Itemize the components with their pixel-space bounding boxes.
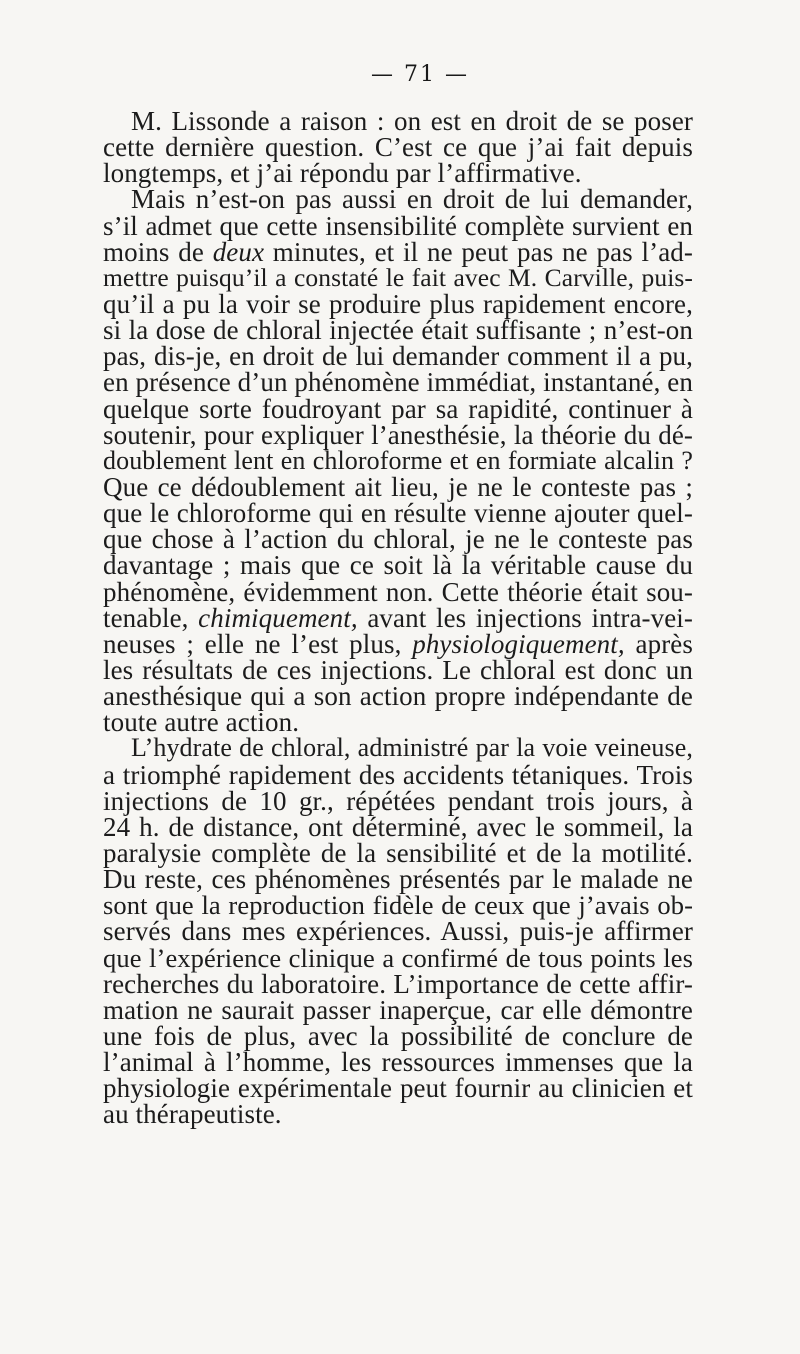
text-segment: neuses ; elle ne l’est plus, bbox=[103, 628, 413, 659]
text-line: soutenir, pour expliquer l’anesthésie, la théorie du dé- bbox=[103, 419, 693, 450]
text-line: injections de 10 gr., répétées pendant trois jours, à bbox=[103, 785, 693, 816]
text-line: Du reste, ces phénomènes présentés par le malade ne bbox=[103, 864, 693, 895]
text-line: sont que la reproduction fidèle de ceux que j’avais ob- bbox=[103, 890, 693, 921]
italic-term: deux bbox=[212, 236, 265, 267]
text-line: en présence d’un phénomène immédiat, instantané, en bbox=[103, 367, 693, 398]
text-line: les résultats de ces injections. Le chloral est donc un bbox=[103, 654, 693, 685]
text-line: que l’expérience clinique a confirmé de tous points les bbox=[103, 942, 693, 973]
text-line: mettre puisqu’il a constaté le fait avec M. Carville, puis- bbox=[103, 262, 693, 292]
text-line: une fois de plus, avec la possibilité de conclure de bbox=[103, 1020, 693, 1051]
text-line bbox=[103, 628, 693, 659]
text-line: anesthésique qui a son action propre indépendante de bbox=[103, 681, 693, 712]
text-segment: moins de bbox=[103, 236, 213, 267]
text-line bbox=[103, 236, 693, 267]
text-segment: avant les injections intra-vei- bbox=[357, 602, 694, 633]
italic-term: physiologiquement, bbox=[412, 628, 625, 659]
text-line: a triomphé rapidement des accidents tétaniques. Trois bbox=[103, 759, 693, 790]
text-line: mation ne saurait passer inaperçue, car elle démontre bbox=[103, 994, 693, 1025]
text-line: que le chloroforme qui en résulte vienne ajouter quel- bbox=[103, 498, 693, 529]
text-line: M. Lissonde a raison : on est en droit de se poser bbox=[131, 106, 693, 136]
text-line: doublement lent en chloroforme et en formiate alcalin ? bbox=[103, 445, 693, 475]
text-line: L’hydrate de chloral, administré par la voie veineuse, bbox=[131, 733, 693, 763]
text-line: quelque sorte foudroyant par sa rapidité, continuer à bbox=[103, 393, 693, 424]
body-text bbox=[103, 106, 694, 1130]
text-line: l’animal à l’homme, les ressources immenses que la bbox=[103, 1047, 693, 1078]
text-segment: tenable, bbox=[103, 602, 199, 633]
text-line: servés dans mes expériences. Aussi, puis-je affirmer bbox=[103, 916, 693, 947]
text-segment: minutes, et il ne peut pas ne pas l’ad- bbox=[264, 236, 693, 267]
text-line: au thérapeutiste. bbox=[103, 1099, 282, 1130]
text-line: davantage ; mais que ce soit là la véritable cause du bbox=[103, 550, 693, 581]
text-segment: après bbox=[624, 628, 693, 659]
text-line: toute autre action. bbox=[103, 707, 300, 738]
text-line: recherches du laboratoire. L’importance de cette affir- bbox=[103, 968, 693, 999]
text-line: longtemps, et j’ai répondu par l’affirmative. bbox=[103, 158, 582, 189]
text-line: cette dernière question. C’est ce que j’ai fait depuis bbox=[103, 132, 693, 163]
text-line: phénomène, évidemment non. Cette théorie était sou- bbox=[103, 576, 693, 607]
text-line: pas, dis-je, en droit de lui demander comment il a pu, bbox=[103, 341, 693, 372]
text-line: Que ce dédoublement ait lieu, je ne le conteste pas ; bbox=[103, 471, 693, 502]
text-line: si la dose de chloral injectée était suffisante ; n’est-on bbox=[103, 315, 693, 346]
text-line: qu’il a pu la voir se produire plus rapidement encore, bbox=[103, 288, 693, 319]
text-line: 24 h. de distance, ont déterminé, avec le sommeil, la bbox=[103, 811, 693, 842]
text-line: que chose à l’action du chloral, je ne le conteste pas bbox=[103, 524, 693, 555]
text-line: physiologie expérimentale peut fournir au clinicien et bbox=[103, 1073, 693, 1104]
text-line: s’il admet que cette insensibilité complète survient en bbox=[103, 210, 693, 241]
text-line: Mais n’est-on pas aussi en droit de lui demander, bbox=[131, 184, 693, 215]
italic-term: chimiquement, bbox=[198, 602, 358, 633]
text-line bbox=[103, 602, 694, 633]
page-number: — 71 — bbox=[371, 62, 469, 87]
text-line: paralysie complète de la sensibilité et de la motilité. bbox=[103, 837, 693, 868]
